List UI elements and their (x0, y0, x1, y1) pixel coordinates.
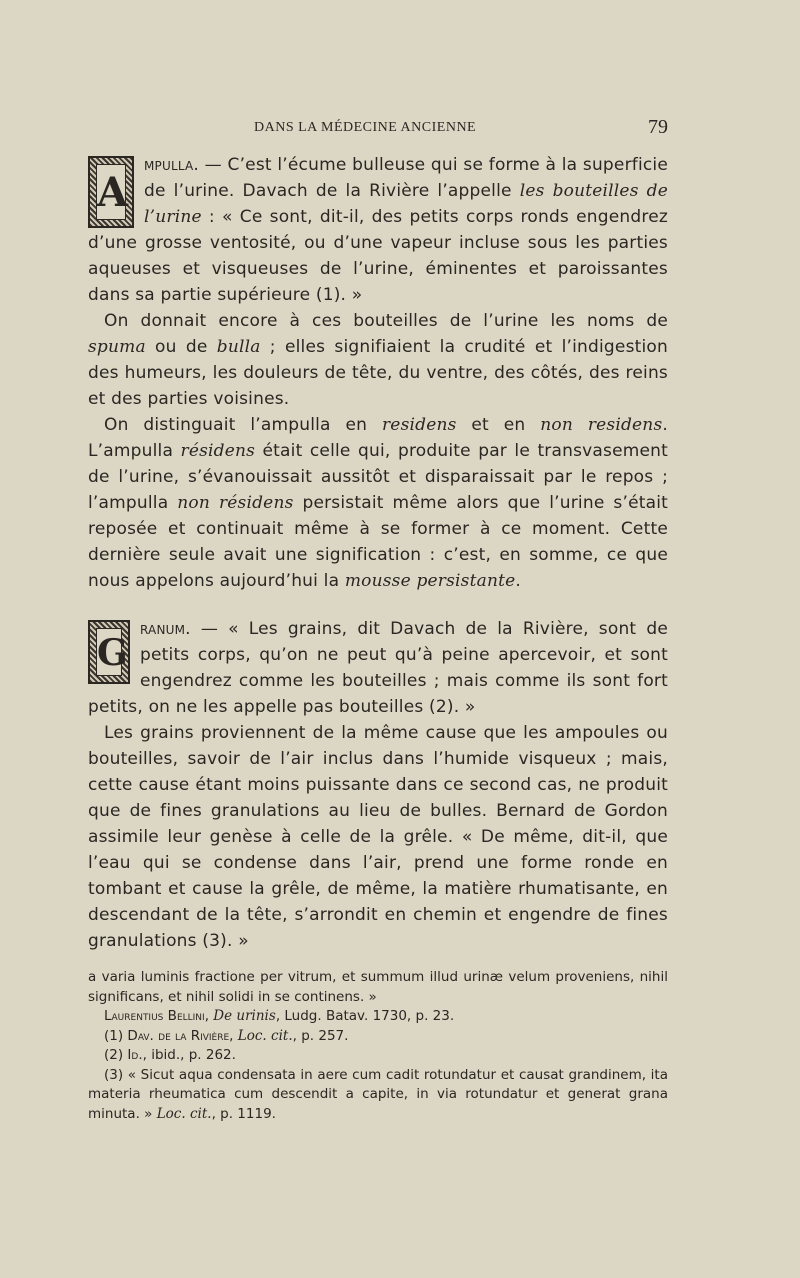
ampulla-paragraph-3: On distinguait l’ampulla en residens et en non residens. L’ampulla résidens était celle qui, produite par le transvasement de l’urine, s’évanouissait aussitôt et disparaissait par le repos ; l’ampulla non résidens persistait même alors que l’urine s’était reposée et continuait même à se former à ce moment. Cette dernière seule avait une signification : c’est, en somme, ce que nous appelons aujourd’hui la mousse persistante. (88, 415, 669, 591)
entry-heading-granum: ranum. (140, 619, 191, 639)
drop-cap-g: G (88, 620, 130, 684)
footnotes (88, 968, 668, 1124)
drop-cap-a: A (88, 156, 134, 228)
running-header (88, 116, 668, 142)
footnote-continuation: a varia luminis fractione per vitrum, et summum illud urinæ velum proveniens, nihil significans, et nihil solidi in se continens. » (88, 969, 668, 1005)
ampulla-paragraph-1: A mpulla. — C’est l’écume bulleuse qui se forme à la superficie de l’urine. Davach de la Rivière l’appelle les bouteilles de l’urine : « Ce sont, dit-il, des petits corps ronds engendrez d’une grosse ventosité, ou d’une vapeur incluse sous les parties aqueuses et visqueuses de l’urine, éminentes et paroissantes dans sa partie supérieure (1). » (88, 155, 668, 305)
granum-paragraph-2: Les grains proviennent de la même cause que les ampoules ou bouteilles, savoir de l’air inclus dans l’humide visqueux ; mais, cette cause étant moins puissante dans ce second cas, ne produit que de fines granulations au lieu de bulles. Bernard de Gordon assimile leur genèse à celle de la grêle. « De même, dit-il, que l’eau qui se condense dans l’air, prend une forme ronde en tombant et cause la grêle, de même, la matière rhumatisante, en descendant de la tête, s’arrondit en chemin et engendre de fines granulations (3). » (88, 723, 668, 951)
entry-heading-ampulla: mpulla. (144, 155, 200, 175)
footnote-2: (2) Id., ibid., p. 262. (104, 1047, 236, 1063)
page-number: 79 (648, 116, 668, 138)
granum-paragraph-1: G ranum. — « Les grains, dit Davach de la Rivière, sont de petits corps, qu’on ne peut qu’à peine apercevoir, et sont engendrez comme les bouteilles ; mais comme ils sont fort petits, on ne les appelle pas bouteilles (2). » (88, 619, 668, 717)
body-text (88, 152, 668, 954)
footnote-3: (3) « Sicut aqua condensata in aere cum cadit rotundatur et causat grandinem, ita materia rheumatica cum descendit a capite, in via rotundatur et generat grana minuta. » Loc. cit., p. 1119. (88, 1066, 668, 1122)
ampulla-paragraph-2: On donnait encore à ces bouteilles de l’urine les noms de spuma ou de bulla ; elles signifiaient la crudité et l’indigestion des humeurs, les douleurs de tête, du ventre, des côtés, des reins et des parties voisines. (88, 311, 668, 409)
footnote-bellini: Laurentius Bellini, De urinis, Ludg. Batav. 1730, p. 23. (104, 1008, 455, 1024)
footnote-1: (1) Dav. de la Rivière, Loc. cit., p. 257. (104, 1027, 349, 1044)
running-title: DANS LA MÉDECINE ANCIENNE (254, 120, 477, 135)
